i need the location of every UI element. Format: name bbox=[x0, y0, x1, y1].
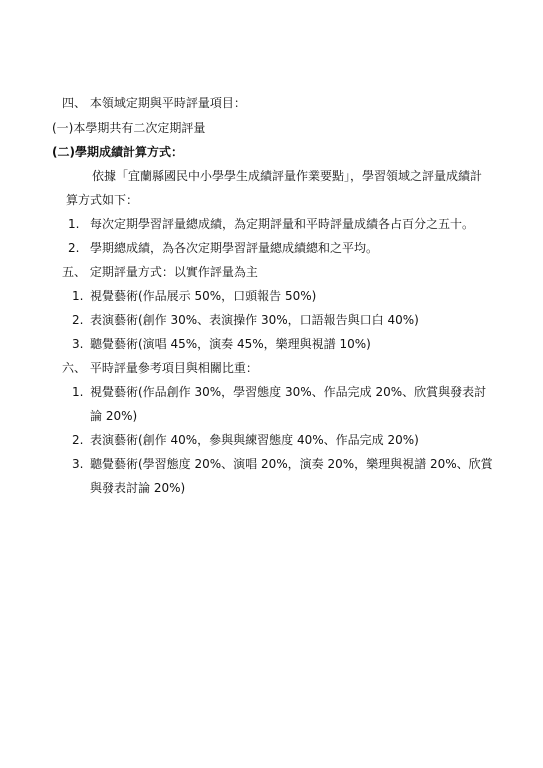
list-text: 聽覺藝術(學習態度 20%、演唱 20%，演奏 20%，樂理與視譜 20%、欣賞 bbox=[90, 457, 493, 471]
list-text: 聽覺藝術(演唱 45%，演奏 45%，樂理與視譜 10%) bbox=[90, 337, 371, 351]
section4-subitem-2 bbox=[68, 240, 378, 256]
list-text: 表演藝術(創作 40%，參與與練習態度 40%、作品完成 20%) bbox=[90, 433, 419, 447]
section5-item-1 bbox=[72, 288, 316, 304]
list-number: 2. bbox=[68, 241, 80, 255]
list-number: 2. bbox=[72, 433, 84, 447]
list-text: 視覺藝術(作品展示 50%，口頭報告 50%) bbox=[90, 289, 317, 303]
section5-heading: 五、 定期評量方式：以實作評量為主 bbox=[62, 265, 258, 279]
list-number: 1. bbox=[72, 385, 84, 399]
list-text: 每次定期學習評量總成績，為定期評量和平時評量成績各占百分之五十。 bbox=[90, 217, 475, 231]
section4-subitem-1 bbox=[68, 216, 474, 232]
list-text: 視覺藝術(作品創作 30%，學習態度 30%、作品完成 20%、欣賞與發表討 bbox=[90, 385, 487, 399]
list-number: 1. bbox=[72, 289, 84, 303]
section6-item-1 bbox=[72, 384, 486, 400]
section6-heading: 六、 平時評量參考項目與相關比重： bbox=[62, 361, 258, 375]
section6-item-3-continued: 與發表討論 20%) bbox=[90, 481, 186, 495]
paragraph-line-1: 依據「宜蘭縣國民中小學學生成績評量作業要點」，學習領域之評量成績計 bbox=[92, 169, 483, 183]
list-text: 表演藝術(創作 30%、表演操作 30%，口語報告與口白 40%) bbox=[90, 313, 419, 327]
list-text: 學期總成績，為各次定期學習評量總成績總和之平均。 bbox=[90, 241, 379, 255]
section5-item-2 bbox=[72, 312, 419, 328]
section5-item-3 bbox=[72, 336, 371, 352]
list-number: 3. bbox=[72, 457, 84, 471]
section4-item-1: (一)本學期共有二次定期評量 bbox=[52, 121, 206, 135]
list-number: 1. bbox=[68, 217, 80, 231]
paragraph-line-2: 算方式如下： bbox=[66, 193, 139, 207]
section6-item-2 bbox=[72, 432, 419, 448]
list-number: 2. bbox=[72, 313, 84, 327]
section4-heading: 四、 本領域定期與平時評量項目： bbox=[62, 96, 246, 110]
list-number: 3. bbox=[72, 337, 84, 351]
section4-item-2: (二)學期成績計算方式： bbox=[52, 145, 183, 159]
section6-item-3 bbox=[72, 456, 493, 472]
section6-item-1-continued: 論 20%) bbox=[90, 409, 138, 423]
